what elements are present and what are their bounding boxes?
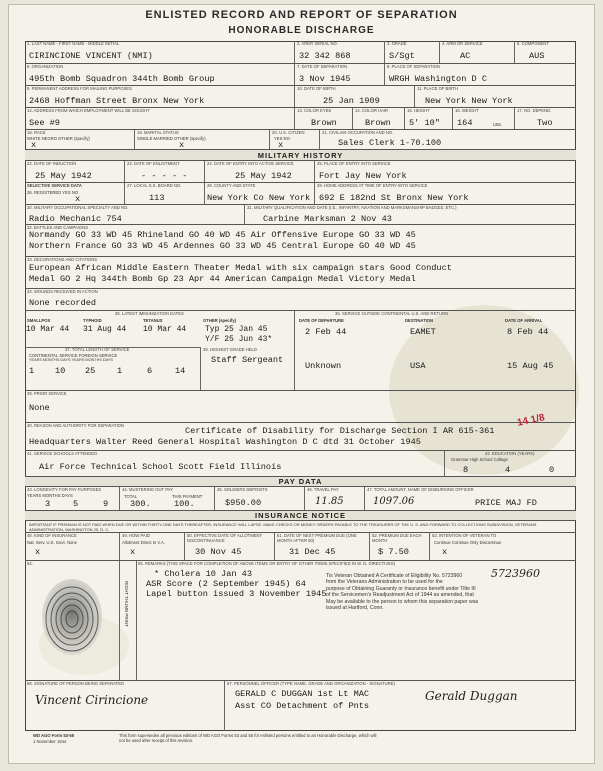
emp-address-value: See #9 — [29, 118, 60, 128]
address-cell — [25, 86, 295, 107]
marital-mark: x — [179, 140, 185, 149]
reason-line-2: Headquarters Walter Reed General Hospital Washington D C dtd 31 October 1945 — [29, 437, 421, 447]
citizen-cell — [270, 130, 320, 149]
next-due-value: 31 Dec 45 — [289, 547, 336, 557]
eff-date-cell — [185, 533, 275, 560]
field-label: 21. CIVILIAN OCCUPATION AND NO. — [322, 130, 394, 135]
arm-value: AC — [460, 51, 471, 61]
row-address — [25, 86, 576, 108]
svc-arrival-2: 15 Aug 45 — [507, 361, 554, 371]
field-label: 48. KIND OF INSURANCE — [27, 533, 77, 538]
row-pay — [25, 487, 576, 511]
schools-value: Air Force Technical School Scott Field Illinois — [39, 462, 282, 472]
row-battles — [25, 225, 576, 257]
longevity-days: 9 — [103, 499, 109, 509]
longevity-sub: YEARS MONTHS DAYS — [27, 493, 73, 498]
board-value: 113 — [149, 193, 165, 203]
field-label: 12. ADDRESS FROM WHICH EMPLOYMENT WILL BE SOUGHT — [27, 108, 150, 113]
wounds-value: None recorded — [29, 298, 97, 308]
serial-value: 32 342 868 — [299, 51, 351, 61]
kind-mark: x — [35, 547, 41, 557]
remarks-line-3: Lapel button issued 3 November 1945 — [146, 589, 327, 599]
reason-line-1: Certificate of Disability for Discharge Section I AR 615-361 — [185, 426, 495, 436]
field-label: 11. PLACE OF BIRTH — [417, 86, 459, 91]
height-cell — [405, 108, 453, 129]
prior-service-value: None — [29, 403, 50, 413]
eff-date-value: 30 Nov 45 — [195, 547, 242, 557]
emp-address-cell — [25, 108, 295, 129]
name-value: CIRINCIONE VINCENT (NMI) — [29, 51, 153, 61]
row-mos — [25, 205, 576, 225]
field-label: 19. MARITAL STATUS — [137, 130, 179, 135]
svc-arrival-1: 8 Feb 44 — [507, 327, 549, 337]
row-schools — [25, 451, 576, 477]
red-stamp-mark: 14 1/8 — [516, 412, 546, 429]
marital-options: SINGLE MARRIED OTHER (specify) — [137, 136, 206, 141]
field-label: 27. LOCAL S.S. BOARD NO. — [127, 183, 182, 188]
len-cont-months: 10 — [55, 366, 66, 376]
premium-value: $ 7.50 — [378, 547, 409, 557]
how-sub: Allotment Direct to V.A. — [122, 540, 165, 545]
thumb-print-label: RIGHT THUMB PRINT — [124, 581, 129, 627]
row-physical — [25, 108, 576, 130]
occupation-cell — [320, 130, 576, 149]
longevity-years: 3 — [45, 499, 51, 509]
remarks-cell — [136, 561, 576, 680]
field-label: 50. EFFECTIVE DATE OF ALLOTMENT DISCONTINUANCE — [187, 533, 263, 543]
home-address-cell — [315, 183, 576, 204]
field-label: 15. HEIGHT — [407, 108, 430, 113]
field-label: 3. GRADE — [387, 41, 407, 46]
citizen-mark: x — [278, 140, 284, 149]
soldier-signature-cell — [25, 681, 225, 731]
svc-head: DESTINATION — [405, 318, 434, 323]
mos-cell — [25, 205, 245, 224]
field-label: 46. TRAVEL PAY — [307, 487, 339, 492]
row-insurance-important — [25, 521, 576, 533]
mop-total: 300. — [130, 499, 151, 509]
field-label: 37. TOTAL LENGTH OF SERVICE — [65, 347, 130, 352]
certificate-number: 5723960 — [491, 567, 540, 580]
field-label: 49. HOW PAID — [122, 533, 150, 538]
svc-destination-2: USA — [410, 361, 426, 371]
row-prior-service — [25, 391, 576, 423]
field-label: 38. HIGHEST GRADE HELD — [203, 347, 257, 352]
officer-signature: Gerald Duggan — [425, 689, 518, 703]
row-status — [25, 130, 576, 150]
form-date: 1 November 1944 — [33, 739, 67, 744]
field-label: 34. WOUNDS RECEIVED IN ACTION — [27, 289, 98, 294]
thumb-print-cell — [25, 561, 120, 680]
weight-value: 164 — [457, 118, 473, 128]
remarks-line-1: * Cholera 10 Jan 43 — [154, 569, 252, 579]
schools-cell — [25, 451, 445, 476]
field-label: 41. SERVICE SCHOOLS ATTENDED — [27, 451, 98, 456]
form-number: WD AGO Form 53-55 — [33, 733, 75, 738]
row-wounds — [25, 289, 576, 311]
officer-cell — [225, 681, 576, 731]
total-amount-cell — [365, 487, 576, 510]
battles-line-2: Northern France GO 33 WD 45 Ardennes GO 33 WD 45 Central Europe GO 40 WD 45 — [29, 241, 416, 251]
field-label: 51. DATE OF NEXT PREMIUM DUE (ONE MONTH AFTER 50) — [277, 533, 357, 543]
officer-title: Asst CO Detachment of Pnts — [235, 701, 370, 711]
row-immunization-service — [25, 311, 576, 391]
va-stamp-line: May be available to the person to whom this separation paper was — [326, 598, 479, 605]
field-label: 47. TOTAL AMOUNT, NAME OF DISBURSING OFFICER — [367, 487, 474, 492]
kind-insurance-cell — [25, 533, 120, 560]
component-cell — [515, 41, 576, 63]
remarks-line-2: ASR Score (2 September 1945) 64 — [146, 579, 306, 589]
imm-typhoid: 31 Aug 44 — [83, 325, 127, 334]
intent-sub: Continue Continue Only Discontinue — [434, 540, 502, 545]
hair-value: Brown — [365, 118, 391, 128]
field-label: 55. REMARKS (THIS SPACE FOR COMPLETION OF ABOVE ITEMS OR ENTRY OF OTHER ITEMS SPECIFIED IN W. D. DIRECTIVES) — [138, 561, 396, 566]
sep-date-value: 3 Nov 1945 — [299, 74, 351, 84]
how-paid-cell — [120, 533, 185, 560]
field-label: 10. DATE OF BIRTH — [297, 86, 336, 91]
imm-head: TYPHOID — [83, 318, 102, 323]
height-value: 5' 10" — [409, 118, 440, 128]
document-title: ENLISTED RECORD AND REPORT OF SEPARATION — [145, 9, 458, 21]
mos-value: Radio Mechanic 754 — [29, 214, 122, 224]
document-subtitle: HONORABLE DISCHARGE — [228, 25, 375, 36]
field-label: 35. LATEST IMMUNIZATION DATES — [115, 311, 184, 316]
svc-departure-2: Unknown — [305, 361, 342, 371]
grade-value: S/Sgt — [389, 51, 415, 61]
serial-cell — [295, 41, 385, 63]
field-label: 2. ARMY SERIAL NO. — [297, 41, 338, 46]
decorations-line-2: Medal GO 2 Hq 344th Bomb Gp 23 Apr 44 American Campaign Medal Victory Medal — [29, 274, 416, 284]
mop-total-label: TOTAL — [124, 494, 138, 499]
field-label: 45. SOLDIERS DEPOSITS — [217, 487, 268, 492]
hair-cell — [353, 108, 405, 129]
disbursing-officer: PRICE MAJ FD — [475, 498, 537, 508]
race-mark: x — [31, 140, 37, 149]
premium-cell — [370, 533, 430, 560]
board-cell — [125, 183, 205, 204]
lbs-label: LBS. — [493, 122, 503, 127]
field-label: 22. DATE OF INDUCTION — [27, 161, 77, 166]
field-label: 4. ARM OR SERVICE — [442, 41, 483, 46]
deposits-cell — [215, 487, 305, 510]
selective-service-cell — [25, 183, 125, 204]
edu-high-school: 4 — [505, 465, 511, 475]
thumb-print-image — [37, 575, 107, 665]
depend-value: Two — [537, 118, 553, 128]
eyes-value: Brown — [311, 118, 337, 128]
row-decorations — [25, 257, 576, 289]
pob-value: New York New York — [425, 96, 513, 106]
svc-departure-1: 2 Feb 44 — [305, 327, 347, 337]
imm-head: OTHER (specify) — [203, 318, 237, 323]
decorations-line-1: European African Middle Eastern Theater Medal with six campaign stars Good Conduct — [29, 263, 452, 273]
field-label: 18. RACE — [27, 130, 46, 135]
depend-cell — [515, 108, 576, 129]
induction-value: 25 May 1942 — [35, 171, 92, 181]
field-label: 13. COLOR EYES — [297, 108, 332, 113]
entry-date-cell — [205, 161, 315, 182]
military-history-heading: MILITARY HISTORY — [25, 150, 576, 161]
len-sub: YEARS MONTHS DAYS YEARS MONTHS DAYS — [29, 358, 113, 362]
len-heads: CONTINENTAL SERVICE FOREIGN SERVICE — [29, 353, 118, 358]
row-remarks — [25, 561, 576, 681]
sep-date-cell — [295, 64, 385, 85]
row-insurance — [25, 533, 576, 561]
va-stamp-line: Tis Veteran Obtained A Certificate of Eligibility No. 5723960 — [326, 573, 463, 579]
row-identity — [25, 41, 576, 64]
eyes-cell — [295, 108, 353, 129]
soldier-signature: Vincent Cirincione — [35, 693, 149, 707]
qualification-value: Carbine Marksman 2 Nov 43 — [263, 214, 392, 224]
len-cont-years: 1 — [29, 366, 35, 376]
field-label: 6. ORGANIZATION — [27, 64, 64, 69]
len-for-days: 14 — [175, 366, 186, 376]
grade-cell — [385, 41, 440, 63]
occupation-value: Sales Clerk 1-70.100 — [338, 138, 442, 148]
field-label: 31. MILITARY QUALIFICATION AND DATE (I.E., INFANTRY, AVIATION AND MARKSMANSHIP BADGES, ETC.) — [247, 205, 457, 210]
va-stamp-line: of the Servicemen's Readjustment Act of 1944 as amended, that — [326, 592, 474, 599]
enlistment-value: - - - - - — [141, 171, 188, 181]
field-label: 33. DECORATIONS AND CITATIONS — [27, 257, 98, 262]
longevity-months: 5 — [73, 499, 79, 509]
qualification-cell — [245, 205, 576, 224]
row-selective-service — [25, 183, 576, 205]
next-due-cell — [275, 533, 370, 560]
field-label: 44. MUSTERING OUT PAY — [122, 487, 173, 492]
field-label: 42. EDUCATION (YEARS) — [485, 451, 535, 456]
field-label: 17. NO. DEPEND. — [517, 108, 552, 113]
va-stamp-line: issued at Hartford, Conn. — [326, 605, 384, 612]
field-label: 57. PERSONNEL OFFICER (TYPE NAME, GRADE AND ORGANIZATION - SIGNATURE) — [227, 681, 395, 686]
field-label: 30. MILITARY OCCUPATIONAL SPECIALTY AND NO. — [27, 205, 129, 210]
entry-place-value: Fort Jay New York — [319, 171, 407, 181]
row-signatures — [25, 681, 576, 731]
organization-cell — [25, 64, 295, 85]
field-label: 28. COUNTY AND STATE — [207, 183, 256, 188]
field-label: 52. PREMIUM DUE EACH MONTH — [372, 533, 422, 543]
immunization-block — [25, 311, 295, 390]
field-label: 53. INTENTION OF VETERAN TO — [432, 533, 497, 538]
field-label: 32. BATTLES AND CAMPAIGNS — [27, 225, 89, 230]
pay-data-heading: PAY DATA — [25, 477, 576, 487]
field-label: 40. REASON AND AUTHORITY FOR SEPARATION — [27, 423, 125, 428]
discharge-document — [8, 4, 595, 764]
insurance-important-text: IMPORTANT IF PREMIUM IS NOT PAID WHEN DUE OR WITHIN THIRTY-ONE DAYS THEREAFTER, INSURANCE WILL LAPSE. MAKE CHECKS OR MONEY ORDERS PAYABLE TO THE TREASURER OF THE U. S. AND FORWARD TO COLLECTIONS SUBDIVISION, VETERANS ADMINISTRATION, WASHINGTON 25, D. C. — [29, 522, 537, 532]
row-reason — [25, 423, 576, 451]
mop-this: 100. — [174, 499, 195, 509]
travel-pay-cell — [305, 487, 365, 510]
dob-value: 25 Jan 1909 — [323, 96, 380, 106]
field-label: 29. HOME ADDRESS AT TIME OF ENTRY INTO SERVICE — [317, 183, 428, 188]
imm-other-2: Y/F 25 Jun 43* — [205, 335, 273, 344]
field-label: 16. WEIGHT — [455, 108, 479, 113]
race-options: WHITE NEGRO OTHER (specify) — [27, 136, 90, 141]
county-value: New York Co New York — [207, 193, 311, 203]
ss-mark: x — [75, 194, 81, 204]
name-cell — [25, 41, 295, 63]
form-footnote: This form supersedes all previous editions of WD AGO Forms 53 and 55 for enlisted persons entitled to an Honorable Discharge, which will not be used after receipt of this revision. — [119, 733, 377, 743]
imm-other-1: Typ 25 Jan 45 — [205, 325, 268, 334]
sep-place-value: WRGH Washington D C — [389, 74, 487, 84]
ss-registered-options: 26. REGISTERED YES NO — [27, 190, 79, 195]
imm-head: SMALLPOX — [27, 318, 51, 323]
highest-grade-value: Staff Sergeant — [211, 355, 284, 365]
race-cell — [25, 130, 135, 149]
kind-sub: Nat. Serv. U.S. Govt. None — [27, 540, 77, 545]
component-value: AUS — [529, 51, 545, 61]
mustering-out-cell — [120, 487, 215, 510]
len-cont-days: 25 — [85, 366, 96, 376]
field-label: 25. PLACE OF ENTRY INTO SERVICE — [317, 161, 391, 166]
field-label: 5. COMPONENT — [517, 41, 549, 46]
field-label: SELECTIVE SERVICE DATA — [27, 183, 82, 188]
citizen-options: YES NO — [274, 136, 290, 141]
field-label: 1. LAST NAME - FIRST NAME - MIDDLE INITIAL — [27, 41, 120, 46]
row-organization — [25, 64, 576, 86]
field-label: 23. DATE OF ENLISTMENT — [127, 161, 180, 166]
induction-cell — [25, 161, 125, 182]
svc-destination-1: EAMET — [410, 327, 436, 337]
organization-value: 495th Bomb Squadron 344th Bomb Group — [29, 74, 215, 84]
battles-line-1: Normandy GO 33 WD 45 Rhineland GO 40 WD 45 Air Offensive Europe GO 33 WD 45 — [29, 230, 416, 240]
service-outside-block — [295, 311, 576, 390]
va-stamp-line: from the Veterans Administration to be used for the — [326, 579, 443, 586]
field-label: 36. SERVICE OUTSIDE CONTINENTAL U.S. AND RETURN — [335, 311, 449, 316]
travel-pay-value: 11.85 — [315, 496, 344, 507]
field-label: 14. COLOR HAIR — [355, 108, 389, 113]
longevity-cell — [25, 487, 120, 510]
how-mark: x — [130, 547, 136, 557]
field-label: 20. U.S. CITIZEN — [272, 130, 305, 135]
field-label: 39. PRIOR SERVICE — [27, 391, 67, 396]
total-value: 1097.06 — [373, 496, 415, 507]
county-cell — [205, 183, 315, 204]
education-cell — [445, 451, 576, 476]
thumb-label-cell — [120, 561, 137, 680]
edu-college: 0 — [549, 465, 555, 475]
dob-cell — [295, 86, 415, 107]
field-label: 43. LONGEVITY FOR PAY PURPOSES — [27, 487, 102, 492]
sep-place-cell — [385, 64, 576, 85]
home-address-value: 692 E 182nd St Bronx New York — [319, 193, 469, 203]
field-label: 24. DATE OF ENTRY INTO ACTIVE SERVICE — [207, 161, 294, 166]
insurance-heading: INSURANCE NOTICE — [25, 511, 576, 521]
entry-place-cell — [315, 161, 576, 182]
field-label: 54. — [27, 561, 33, 566]
field-label: 8. PLACE OF SEPARATION — [387, 64, 440, 69]
divider — [200, 347, 201, 390]
intention-cell — [430, 533, 576, 560]
row-induction — [25, 161, 576, 183]
len-for-months: 6 — [147, 366, 153, 376]
imm-tetanus: 10 Mar 44 — [143, 325, 187, 334]
education-sub: Grammar High School College — [451, 457, 508, 462]
marital-cell — [135, 130, 270, 149]
mop-this-label: THIS PAYMENT — [172, 494, 203, 499]
edu-grammar: 8 — [463, 465, 469, 475]
svc-head: DATE OF DEPARTURE — [299, 318, 344, 323]
svc-head: DATE OF ARRIVAL — [505, 318, 543, 323]
deposits-value: $950.00 — [225, 498, 262, 508]
pob-cell — [415, 86, 576, 107]
intent-mark: x — [442, 547, 448, 557]
imm-smallpox: 10 Mar 44 — [26, 325, 70, 334]
field-label: 9. PERMANENT ADDRESS FOR MAILING PURPOSES — [27, 86, 132, 91]
arm-cell — [440, 41, 515, 63]
weight-cell — [453, 108, 515, 129]
imm-head: TETANUS — [143, 318, 163, 323]
officer-name: GERALD C DUGGAN 1st Lt MAC — [235, 689, 370, 699]
va-stamp-line: purpose of Obtaining Guaranty or Insurance benefit under Title III — [326, 585, 476, 592]
entry-date-value: 25 May 1942 — [235, 171, 292, 181]
enlistment-cell — [125, 161, 205, 182]
field-label: 56. SIGNATURE OF PERSON BEING SEPARATED — [27, 681, 125, 686]
address-value: 2468 Hoffman Street Bronx New York — [29, 96, 205, 106]
field-label: 7. DATE OF SEPARATION — [297, 64, 348, 69]
len-for-years: 1 — [117, 366, 123, 376]
